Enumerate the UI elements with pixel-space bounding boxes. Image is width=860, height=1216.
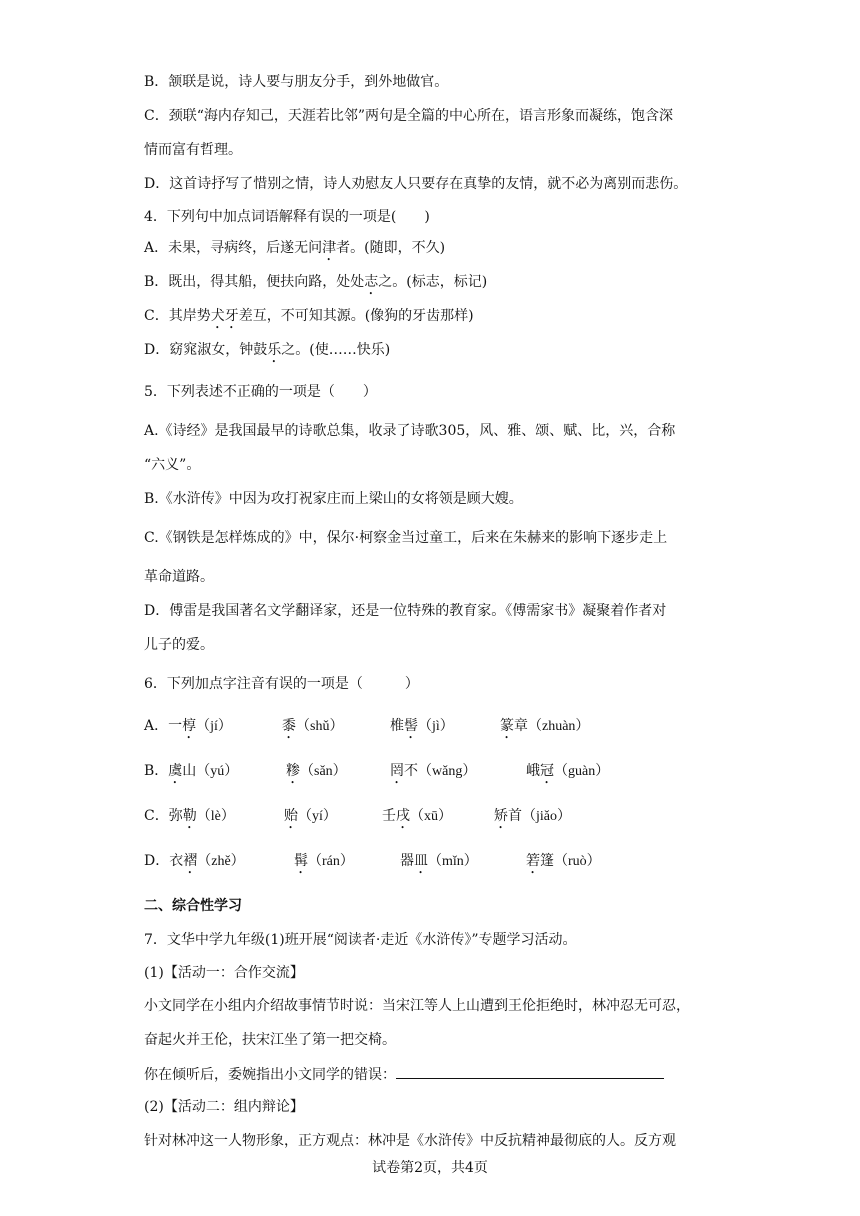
q7-activity1-title: (1)【活动一：合作交流】: [144, 965, 304, 981]
q6-c-item3-dot: 戌: [396, 808, 410, 824]
q6-d-item1: [144, 851, 245, 877]
q6-d-item2-dot: 髯: [294, 853, 308, 869]
q6-d-item3-pinyin: （mǐn）: [428, 854, 478, 869]
q6-b-item1-pre: B．: [144, 763, 169, 779]
q5-option-c-line2: 革命道路。: [144, 569, 214, 585]
q6-b-item1: [144, 761, 238, 787]
q5-option-a-line2: “六义”。: [144, 457, 201, 473]
q6-d-item2: [294, 851, 354, 877]
q6-b-item2-pinyin: （sǎn）: [300, 764, 347, 779]
q6-d-item1-pinyin: （zhě）: [197, 854, 245, 869]
q4-c-dotted: 犬牙: [210, 308, 239, 324]
q5-option-d-line2: 儿子的爱。: [144, 637, 214, 653]
q7-activity1-line2: 奋起火并王伦，扶宋江坐了第一把交椅。: [144, 1032, 396, 1048]
q6-c-item2-pinyin: （yí）: [298, 809, 337, 824]
q6-c-item2: [284, 806, 337, 832]
q5-stem: 5．下列表述不正确的一项是（ ）: [144, 384, 377, 400]
q4-a-post: 者。(随即，不久): [336, 240, 446, 256]
q5-option-c-line1: C.《钢铁是怎样炼成的》中，保尔·柯察金当过童工，后来在朱赫来的影响下逐步走上: [144, 530, 668, 546]
q6-a-item1-pinyin: （jí）: [196, 719, 232, 734]
q4-c-post: 差互，不可知其源。(像狗的牙齿那样): [238, 308, 474, 324]
q6-b-item2: [286, 761, 347, 787]
page-footer: 试卷第2页，共4页: [372, 1160, 488, 1176]
q6-a-item3: [390, 716, 454, 742]
q6-a-item4: [500, 716, 589, 742]
q6-c-item3-pinyin: （xū）: [410, 809, 452, 824]
q6-c-item1: [144, 806, 235, 832]
q7-activity2-line1: 针对林冲这一人物形象，正方观点：林冲是《水浒传》中反抗精神最彻底的人。反方观: [144, 1133, 676, 1149]
q4-b-post: 之。(标志，标记): [378, 274, 488, 290]
q5-option-b: B.《水浒传》中因为攻打祝家庄而上梁山的女将领是顾大嫂。: [144, 491, 523, 507]
q4-option-d: [144, 340, 390, 366]
q4-d-dotted: 乐: [267, 342, 282, 358]
q6-b-item4: [526, 761, 609, 787]
q6-a-item3-dot: 髻: [404, 718, 418, 734]
q6-d-item3-dot: 皿: [414, 853, 428, 869]
q6-a-item4-pinyin: 章（zhuàn）: [514, 719, 590, 734]
q6-c-item2-dot: 贻: [284, 808, 298, 824]
q6-c-item1-pinyin: （lè）: [196, 809, 235, 824]
q6-b-item1-pinyin: 山（yú）: [182, 764, 239, 779]
q4-c-pre: C．其岸势: [144, 308, 211, 324]
q7-prompt-text: 你在倾听后，委婉指出小文同学的错误：: [144, 1067, 396, 1083]
q6-d-item2-pinyin: （rán）: [308, 854, 354, 869]
q6-a-item3-pinyin: （jì）: [418, 719, 454, 734]
q6-b-item3: [390, 761, 476, 787]
q6-b-item3-pinyin: 不（wǎng）: [404, 764, 477, 779]
q4-option-b: [144, 272, 487, 298]
q6-c-item3: [382, 806, 452, 832]
q6-a-item4-dot: 篆: [500, 718, 514, 734]
q6-c-item4: [494, 806, 571, 832]
q4-stem: 4．下列句中加点词语解释有误的一项是( ): [144, 209, 430, 225]
q6-d-item4-pinyin: 篷（ruò）: [540, 854, 601, 869]
q6-c-item1-dot: 勒: [182, 808, 197, 824]
q6-b-item4-pre: 峨: [526, 763, 540, 779]
q4-d-post: 之。(使……快乐): [281, 342, 391, 358]
q4-a-dotted: 津: [322, 240, 337, 256]
q6-c-item4-dot: 矫: [494, 808, 508, 824]
q7-stem: 7．文华中学九年级(1)班开展“阅读者·走近《水浒传》”专题学习活动。: [144, 932, 577, 948]
q4-option-a: [144, 238, 445, 264]
q7-activity1-prompt: [144, 1064, 664, 1085]
q3-option-b: B．颔联是说，诗人要与朋友分手，到外地做官。: [144, 74, 449, 90]
q3-option-c-line1: C．颈联“海内存知己，天涯若比邻”两句是全篇的中心所在，语言形象而凝练，饱含深: [144, 108, 674, 124]
q6-d-item1-pre: D．衣: [144, 853, 184, 869]
q4-b-dotted: 志: [364, 274, 379, 290]
section-title: 二、综合性学习: [144, 898, 242, 914]
q6-a-item3-pre: 椎: [390, 718, 404, 734]
q6-d-item4-dot: 箬: [526, 853, 540, 869]
q6-a-item2: [282, 716, 343, 742]
q6-b-item2-dot: 糁: [286, 763, 300, 779]
q6-c-item3-pre: 壬: [382, 808, 396, 824]
q6-stem: 6．下列加点字注音有误的一项是（ ）: [144, 676, 419, 692]
q6-d-item4: [526, 851, 601, 877]
q6-a-item1-pre: A．一: [144, 718, 183, 734]
q3-option-d: D．这首诗抒写了惜别之情，诗人劝慰友人只要存在真挚的友情，就不必为离别而悲伤。: [144, 176, 688, 192]
q6-a-item2-pinyin: （shǔ）: [296, 719, 344, 734]
q6-c-item1-pre: C．弥: [144, 808, 183, 824]
q4-option-c: [144, 306, 474, 332]
q5-option-a-line1: A.《诗经》是我国最早的诗歌总集，收录了诗歌305，风、雅、颂、赋、比，兴，合称: [144, 423, 676, 439]
q3-option-c-line2: 情而富有哲理。: [144, 142, 242, 158]
q7-activity1-line1: 小文同学在小组内介绍故事情节时说：当宋江等人上山遭到王伦拒绝时，林冲忍无可忍，: [144, 998, 690, 1014]
q5-option-d-line1: D．傅雷是我国著名文学翻译家，还是一位特殊的教育家。《傅需家书》凝聚着作者对: [144, 603, 667, 619]
q6-d-item1-dot: 褶: [183, 853, 198, 869]
q6-d-item3: [400, 851, 478, 877]
q4-d-pre: D．窈窕淑女，钟鼓: [144, 342, 268, 358]
q6-d-item3-pre: 器: [400, 853, 414, 869]
q6-a-item1-dot: 椁: [182, 718, 197, 734]
q6-b-item4-pinyin: （guàn）: [554, 764, 610, 779]
answer-blank[interactable]: [396, 1064, 664, 1079]
q4-b-pre: B．既出，得其船，便扶向路，处处: [144, 274, 365, 290]
q6-b-item4-dot: 冠: [540, 763, 554, 779]
q4-a-pre: A．未果，寻病终，后遂无问: [144, 240, 323, 256]
q6-a-item2-dot: 黍: [282, 718, 296, 734]
q6-b-item1-dot: 虞: [168, 763, 183, 779]
q6-a-item1: [144, 716, 232, 742]
q6-b-item3-dot: 罔: [390, 763, 404, 779]
q7-activity2-title: (2)【活动二：组内辩论】: [144, 1099, 304, 1115]
q6-c-item4-pinyin: 首（jiǎo）: [508, 809, 571, 824]
